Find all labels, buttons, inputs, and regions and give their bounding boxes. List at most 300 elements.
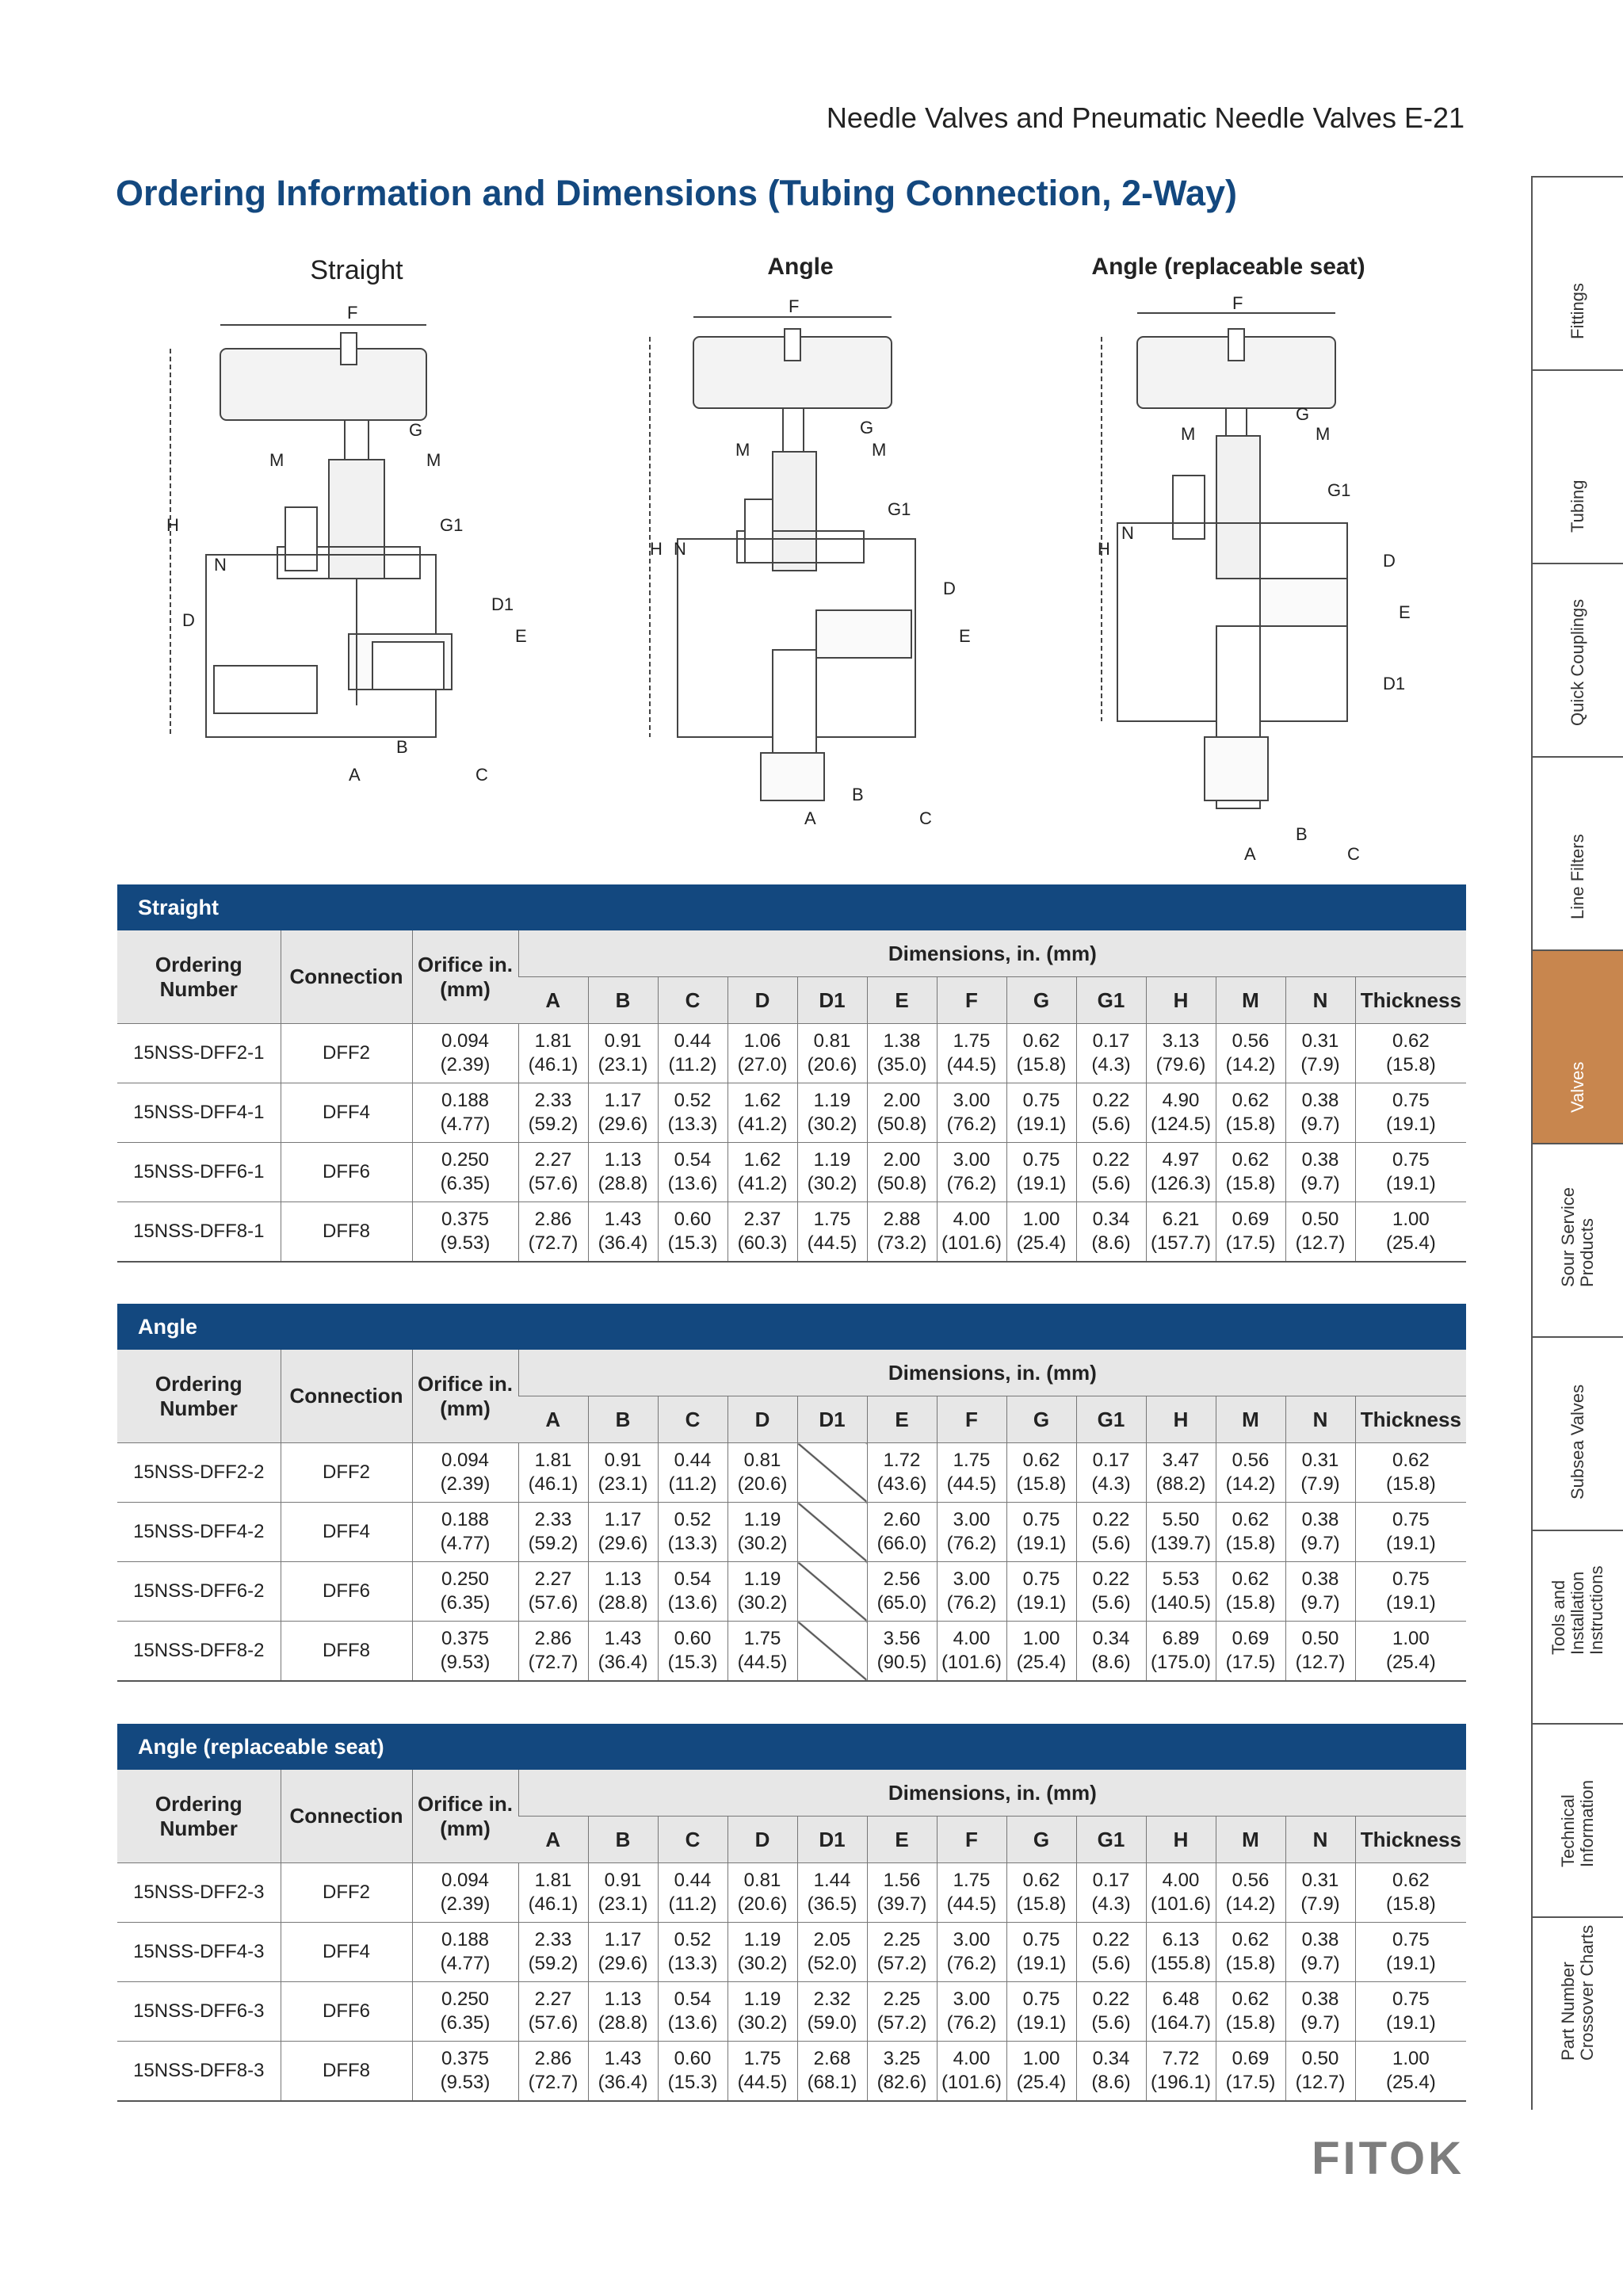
dimensions-table — [117, 930, 1466, 1263]
dim-mm: (27.0) — [737, 1054, 788, 1075]
side-tab-label: Tubing — [1568, 479, 1587, 533]
angle-valve-drawing — [634, 293, 1014, 848]
side-tab-quick-couplings[interactable] — [1531, 563, 1623, 756]
dim-in: 0.69 — [1232, 1628, 1270, 1649]
dim-cell — [867, 1202, 937, 1263]
dim-cell — [1006, 1202, 1076, 1263]
dim-in: 0.31 — [1301, 1450, 1339, 1471]
dim-in: 0.22 — [1092, 1988, 1130, 2010]
dim-mm: (15.8) — [1225, 1114, 1276, 1135]
dim-cell — [518, 1982, 588, 2042]
dim-in: 0.54 — [674, 1568, 712, 1590]
header-orifice: Orifice in. (mm) — [412, 1350, 518, 1443]
side-tab-label: Part Number Crossover Charts — [1558, 1924, 1597, 2061]
dim-cell-not-applicable — [797, 1503, 867, 1562]
dim-in: 4.90 — [1162, 1090, 1200, 1111]
orifice-in: 0.094 — [441, 1030, 490, 1052]
dim-mm: (19.1) — [1016, 1953, 1067, 1974]
dim-cell — [1285, 1562, 1355, 1622]
connection-cell: DFF6 — [281, 1982, 412, 2042]
dim-in: 1.81 — [534, 1870, 572, 1891]
dim-cell — [588, 1622, 658, 1682]
dim-cell — [727, 2042, 797, 2102]
dim-cell — [1216, 1622, 1285, 1682]
dim-mm: (28.8) — [598, 1592, 648, 1614]
header-connection: Connection — [281, 1770, 412, 1863]
dim-cell — [658, 1443, 727, 1503]
dim-cell — [1355, 1202, 1466, 1263]
dim-cell — [867, 1863, 937, 1923]
dim-label-G1: G1 — [440, 515, 464, 535]
dim-cell — [867, 1562, 937, 1622]
dim-in: 2.00 — [883, 1149, 921, 1171]
dim-cell — [588, 2042, 658, 2102]
dim-cell — [937, 1202, 1006, 1263]
orifice-in: 0.094 — [441, 1450, 490, 1471]
dim-mm: (28.8) — [598, 1173, 648, 1194]
dim-in: 0.62 — [1022, 1030, 1060, 1052]
dim-cell — [1216, 1202, 1285, 1263]
section-tabs — [1531, 176, 1623, 2110]
dim-mm: (35.0) — [876, 1054, 927, 1075]
dim-in: 0.44 — [674, 1450, 712, 1471]
dim-mm: (13.6) — [667, 1173, 718, 1194]
dim-in: 1.13 — [604, 1568, 642, 1590]
dim-cell — [658, 1863, 727, 1923]
dim-cell — [1076, 1863, 1146, 1923]
dim-mm: (25.4) — [1016, 2072, 1067, 2093]
side-tab-label: Tools and Installation Instructions — [1549, 1565, 1606, 1655]
dim-in: 0.52 — [674, 1090, 712, 1111]
dim-label-M: M — [872, 440, 887, 460]
dim-in: 0.75 — [1392, 1509, 1430, 1530]
dim-in: 2.37 — [743, 1209, 781, 1230]
dim-mm: (25.4) — [1016, 1232, 1067, 1254]
dim-mm: (19.1) — [1385, 1114, 1436, 1135]
header-dim-m: M — [1216, 1396, 1285, 1443]
side-tab-label: Technical Information — [1558, 1779, 1597, 1867]
orifice-in: 0.250 — [441, 1988, 490, 2010]
table-row — [117, 1024, 1466, 1083]
dim-in: 0.38 — [1301, 1988, 1339, 2010]
dim-cell — [518, 1923, 588, 1982]
ordering-number-cell: 15NSS-DFF2-1 — [117, 1024, 281, 1083]
orifice-in: 0.188 — [441, 1090, 490, 1111]
dim-in: 0.75 — [1022, 1988, 1060, 2010]
ordering-number-cell: 15NSS-DFF8-1 — [117, 1202, 281, 1263]
dim-in: 1.75 — [813, 1209, 851, 1230]
dim-in: 0.62 — [1022, 1870, 1060, 1891]
dim-cell — [518, 1024, 588, 1083]
side-tab-part-number-crossover-charts[interactable] — [1531, 1916, 1623, 2110]
dim-label-D1: D1 — [1383, 674, 1406, 693]
table-row — [117, 1143, 1466, 1202]
dim-mm: (101.6) — [1150, 1893, 1212, 1915]
dim-cell — [1285, 1443, 1355, 1503]
dim-cell — [727, 1923, 797, 1982]
orifice-mm: (9.53) — [440, 2072, 491, 2093]
page-header: Needle Valves and Pneumatic Needle Valves E-21 — [826, 101, 1465, 134]
dim-mm: (28.8) — [598, 2012, 648, 2034]
orifice-mm: (6.35) — [440, 1592, 491, 1614]
dim-in: 0.34 — [1092, 2048, 1130, 2069]
dim-mm: (4.3) — [1091, 1893, 1131, 1915]
dim-in: 1.43 — [604, 1628, 642, 1649]
dim-label-C: C — [475, 765, 488, 785]
dim-label-G1: G1 — [1327, 480, 1351, 500]
dim-in: 1.43 — [604, 2048, 642, 2069]
side-tab-tubing[interactable] — [1531, 369, 1623, 563]
dim-cell — [1146, 1562, 1216, 1622]
dim-label-E: E — [959, 626, 971, 646]
dim-mm: (76.2) — [946, 2012, 997, 2034]
dim-cell-not-applicable — [797, 1443, 867, 1503]
orifice-mm: (2.39) — [440, 1054, 491, 1075]
side-tab-tools-and-installation-instructions[interactable] — [1531, 1530, 1623, 1723]
dim-in: 0.69 — [1232, 1209, 1270, 1230]
dim-in: 1.43 — [604, 1209, 642, 1230]
dim-cell — [1006, 1562, 1076, 1622]
dim-in: 0.62 — [1232, 1149, 1270, 1171]
table-title: Angle (replaceable seat) — [117, 1724, 1466, 1770]
dim-cell — [518, 2042, 588, 2102]
dim-cell — [658, 1202, 727, 1263]
dim-cell — [867, 1143, 937, 1202]
dim-cell — [518, 1202, 588, 1263]
dim-cell — [1076, 1982, 1146, 2042]
dim-in: 0.54 — [674, 1149, 712, 1171]
orifice-mm: (9.53) — [440, 1652, 491, 1673]
side-tab-label: Subsea Valves — [1568, 1384, 1587, 1499]
dim-in: 2.27 — [534, 1988, 572, 2010]
dim-mm: (15.3) — [667, 2072, 718, 2093]
dim-in: 6.13 — [1162, 1929, 1200, 1950]
dim-cell — [727, 1083, 797, 1143]
table-row — [117, 1083, 1466, 1143]
dim-in: 0.91 — [604, 1870, 642, 1891]
table-straight — [117, 884, 1466, 1263]
dim-mm: (20.6) — [737, 1893, 788, 1915]
straight-valve-drawing — [158, 293, 571, 793]
dim-mm: (124.5) — [1150, 1114, 1212, 1135]
dim-in: 1.00 — [1022, 1628, 1060, 1649]
dim-mm: (72.7) — [528, 1652, 579, 1673]
dim-mm: (57.6) — [528, 2012, 579, 2034]
dim-mm: (59.2) — [528, 1953, 579, 1974]
dim-cell — [518, 1143, 588, 1202]
dim-label-B: B — [396, 737, 408, 757]
dim-in: 0.75 — [1022, 1929, 1060, 1950]
dim-in: 5.50 — [1162, 1509, 1200, 1530]
header-dim-b: B — [588, 1396, 658, 1443]
dim-label-B: B — [852, 785, 864, 804]
dim-in: 0.22 — [1092, 1090, 1130, 1111]
header-orifice: Orifice in. (mm) — [412, 930, 518, 1024]
dim-cell — [1076, 1143, 1146, 1202]
dim-mm: (19.1) — [1016, 1173, 1067, 1194]
dim-mm: (19.1) — [1385, 1592, 1436, 1614]
dim-cell — [1146, 1503, 1216, 1562]
dim-cell — [1006, 2042, 1076, 2102]
ordering-number-cell: 15NSS-DFF4-2 — [117, 1503, 281, 1562]
orifice-mm: (4.77) — [440, 1533, 491, 1554]
dim-mm: (23.1) — [598, 1054, 648, 1075]
dim-cell — [1146, 2042, 1216, 2102]
dim-cell — [1146, 1024, 1216, 1083]
dim-label-F: F — [789, 296, 800, 316]
orifice-cell — [412, 2042, 518, 2102]
dim-cell — [518, 1443, 588, 1503]
dim-in: 0.38 — [1301, 1149, 1339, 1171]
dim-mm: (5.6) — [1091, 1533, 1131, 1554]
dim-cell — [1216, 1083, 1285, 1143]
dim-cell — [1076, 1562, 1146, 1622]
header-dimensions: Dimensions, in. (mm) — [518, 930, 1466, 977]
dim-in: 4.00 — [953, 1628, 991, 1649]
dim-cell — [797, 1083, 867, 1143]
dim-mm: (5.6) — [1091, 1114, 1131, 1135]
dim-cell — [867, 2042, 937, 2102]
dim-in: 5.53 — [1162, 1568, 1200, 1590]
header-dim-a: A — [518, 1396, 588, 1443]
dim-in: 0.22 — [1092, 1509, 1130, 1530]
orifice-mm: (2.39) — [440, 1893, 491, 1915]
dim-cell — [1146, 1083, 1216, 1143]
side-tab-technical-information[interactable] — [1531, 1723, 1623, 1916]
dim-in: 0.81 — [743, 1450, 781, 1471]
dim-mm: (41.2) — [737, 1114, 788, 1135]
dim-mm: (46.1) — [528, 1054, 579, 1075]
table-angle — [117, 1304, 1466, 1682]
connection-cell: DFF4 — [281, 1923, 412, 1982]
dim-mm: (15.8) — [1016, 1893, 1067, 1915]
dim-cell — [727, 1202, 797, 1263]
dim-mm: (57.2) — [876, 1953, 927, 1974]
dim-in: 2.68 — [813, 2048, 851, 2069]
side-tab-sour-service-products[interactable] — [1531, 1143, 1623, 1336]
dim-mm: (59.0) — [807, 2012, 857, 2034]
dim-label-F: F — [1232, 293, 1243, 313]
dim-label-C: C — [1347, 844, 1360, 864]
dim-cell — [797, 1202, 867, 1263]
dim-cell — [658, 1622, 727, 1682]
orifice-in: 0.250 — [441, 1568, 490, 1590]
dim-in: 0.62 — [1392, 1450, 1430, 1471]
dim-mm: (13.6) — [667, 2012, 718, 2034]
header-dim-d1: D1 — [797, 977, 867, 1024]
dim-cell — [658, 1083, 727, 1143]
dim-mm: (19.1) — [1385, 1953, 1436, 1974]
side-tab-line-filters[interactable] — [1531, 756, 1623, 949]
dim-in: 0.56 — [1232, 1870, 1270, 1891]
dim-mm: (66.0) — [876, 1533, 927, 1554]
dim-mm: (15.8) — [1016, 1054, 1067, 1075]
header-connection: Connection — [281, 1350, 412, 1443]
dim-label-D: D — [943, 579, 956, 598]
dim-in: 2.86 — [534, 1209, 572, 1230]
dim-cell — [727, 1982, 797, 2042]
dim-mm: (41.2) — [737, 1173, 788, 1194]
dim-in: 2.25 — [883, 1988, 921, 2010]
dim-cell — [1355, 1143, 1466, 1202]
dim-label-G1: G1 — [888, 499, 911, 519]
dim-cell — [867, 1024, 937, 1083]
dim-cell — [1006, 1863, 1076, 1923]
dim-mm: (101.6) — [941, 1652, 1002, 1673]
dim-cell — [1216, 1024, 1285, 1083]
side-tab-subsea-valves[interactable] — [1531, 1336, 1623, 1530]
dim-label-D: D — [182, 610, 195, 630]
dim-cell — [1355, 1622, 1466, 1682]
dim-in: 1.00 — [1392, 2048, 1430, 2069]
dim-mm: (140.5) — [1150, 1592, 1212, 1614]
side-tab-label: Quick Couplings — [1568, 598, 1587, 726]
dim-cell — [588, 1024, 658, 1083]
dim-cell — [867, 1622, 937, 1682]
dim-label-N: N — [1121, 523, 1134, 543]
dim-mm: (7.9) — [1300, 1893, 1340, 1915]
dim-cell — [937, 1562, 1006, 1622]
side-tab-valves[interactable] — [1531, 949, 1623, 1143]
dim-cell — [937, 1982, 1006, 2042]
dim-in: 1.19 — [743, 1929, 781, 1950]
dim-mm: (30.2) — [737, 1592, 788, 1614]
dim-cell — [588, 1202, 658, 1263]
dim-in: 0.60 — [674, 2048, 712, 2069]
dim-in: 0.22 — [1092, 1149, 1130, 1171]
drawing-label-angle-replaceable: Angle (replaceable seat) — [1091, 254, 1365, 280]
dim-cell — [1285, 1024, 1355, 1083]
dim-mm: (19.1) — [1016, 1592, 1067, 1614]
dim-mm: (15.8) — [1225, 1953, 1276, 1974]
header-dim-m: M — [1216, 1817, 1285, 1863]
dim-cell — [1076, 1503, 1146, 1562]
dim-mm: (44.5) — [807, 1232, 857, 1254]
dim-in: 3.56 — [883, 1628, 921, 1649]
dim-mm: (30.2) — [807, 1173, 857, 1194]
dim-cell — [1285, 1083, 1355, 1143]
header-dim-g: G — [1006, 977, 1076, 1024]
dim-label-M: M — [1181, 424, 1196, 444]
dim-cell — [1285, 2042, 1355, 2102]
dim-in: 0.62 — [1232, 1090, 1270, 1111]
side-tab-fittings[interactable] — [1531, 176, 1623, 369]
connection-cell: DFF2 — [281, 1024, 412, 1083]
dim-mm: (17.5) — [1225, 1652, 1276, 1673]
dim-mm: (12.7) — [1295, 1232, 1346, 1254]
dim-cell — [1285, 1923, 1355, 1982]
table-angle-replaceable — [117, 1724, 1466, 2102]
header-dim-g: G — [1006, 1817, 1076, 1863]
dim-in: 0.31 — [1301, 1870, 1339, 1891]
dim-cell — [867, 1923, 937, 1982]
dim-mm: (44.5) — [946, 1054, 997, 1075]
dim-in: 1.17 — [604, 1509, 642, 1530]
dim-mm: (82.6) — [876, 2072, 927, 2093]
dim-cell — [1216, 1443, 1285, 1503]
header-dim-thickness: Thickness — [1355, 977, 1466, 1024]
dim-in: 1.17 — [604, 1929, 642, 1950]
connection-cell: DFF2 — [281, 1443, 412, 1503]
dim-cell — [727, 1143, 797, 1202]
dim-cell — [1355, 1863, 1466, 1923]
dim-cell — [518, 1622, 588, 1682]
dim-in: 0.50 — [1301, 1209, 1339, 1230]
dim-mm: (20.6) — [737, 1473, 788, 1495]
orifice-mm: (9.53) — [440, 1232, 491, 1254]
dim-cell — [727, 1503, 797, 1562]
connection-cell: DFF2 — [281, 1863, 412, 1923]
dim-mm: (46.1) — [528, 1893, 579, 1915]
dim-cell — [658, 1024, 727, 1083]
dim-in: 0.54 — [674, 1988, 712, 2010]
dim-mm: (19.1) — [1385, 1173, 1436, 1194]
orifice-cell — [412, 1143, 518, 1202]
dim-in: 0.60 — [674, 1628, 712, 1649]
dim-mm: (29.6) — [598, 1533, 648, 1554]
dim-mm: (196.1) — [1150, 2072, 1212, 2093]
dim-mm: (15.8) — [1385, 1473, 1436, 1495]
dim-cell — [1076, 1443, 1146, 1503]
dim-cell — [937, 1083, 1006, 1143]
dim-label-G: G — [860, 418, 874, 437]
dim-mm: (90.5) — [876, 1652, 927, 1673]
dim-mm: (15.8) — [1225, 1592, 1276, 1614]
dim-mm: (19.1) — [1016, 1114, 1067, 1135]
dim-in: 1.19 — [743, 1509, 781, 1530]
dim-mm: (14.2) — [1225, 1054, 1276, 1075]
dim-in: 0.38 — [1301, 1929, 1339, 1950]
dim-in: 1.17 — [604, 1090, 642, 1111]
header-dim-n: N — [1285, 977, 1355, 1024]
table-row — [117, 1622, 1466, 1682]
dim-mm: (11.2) — [668, 1893, 717, 1915]
dim-in: 1.00 — [1392, 1628, 1430, 1649]
dim-cell — [1076, 1622, 1146, 1682]
dim-in: 0.75 — [1022, 1090, 1060, 1111]
header-dim-c: C — [658, 1817, 727, 1863]
dim-cell — [1285, 1202, 1355, 1263]
header-dim-m: M — [1216, 977, 1285, 1024]
dim-mm: (17.5) — [1225, 2072, 1276, 2093]
dim-mm: (15.8) — [1225, 1173, 1276, 1194]
dim-cell — [658, 1923, 727, 1982]
ordering-number-cell: 15NSS-DFF8-2 — [117, 1622, 281, 1682]
dim-mm: (14.2) — [1225, 1473, 1276, 1495]
orifice-mm: (6.35) — [440, 1173, 491, 1194]
dim-label-N: N — [674, 539, 686, 559]
table-row — [117, 1863, 1466, 1923]
orifice-mm: (4.77) — [440, 1953, 491, 1974]
dim-in: 0.62 — [1232, 1988, 1270, 2010]
dim-in: 2.86 — [534, 2048, 572, 2069]
header-ordering-number: Ordering Number — [117, 1350, 281, 1443]
dim-mm: (46.1) — [528, 1473, 579, 1495]
dim-mm: (11.2) — [668, 1473, 717, 1495]
dim-cell — [1285, 1622, 1355, 1682]
dim-mm: (19.1) — [1016, 2012, 1067, 2034]
header-dim-e: E — [867, 977, 937, 1024]
dim-cell — [1355, 1024, 1466, 1083]
dim-cell — [1006, 1923, 1076, 1982]
dim-in: 0.50 — [1301, 2048, 1339, 2069]
dim-cell — [1146, 1443, 1216, 1503]
ordering-number-cell: 15NSS-DFF2-2 — [117, 1443, 281, 1503]
dim-mm: (15.3) — [667, 1652, 718, 1673]
dim-mm: (43.6) — [876, 1473, 927, 1495]
dim-in: 1.38 — [883, 1030, 921, 1052]
dim-mm: (7.9) — [1300, 1054, 1340, 1075]
